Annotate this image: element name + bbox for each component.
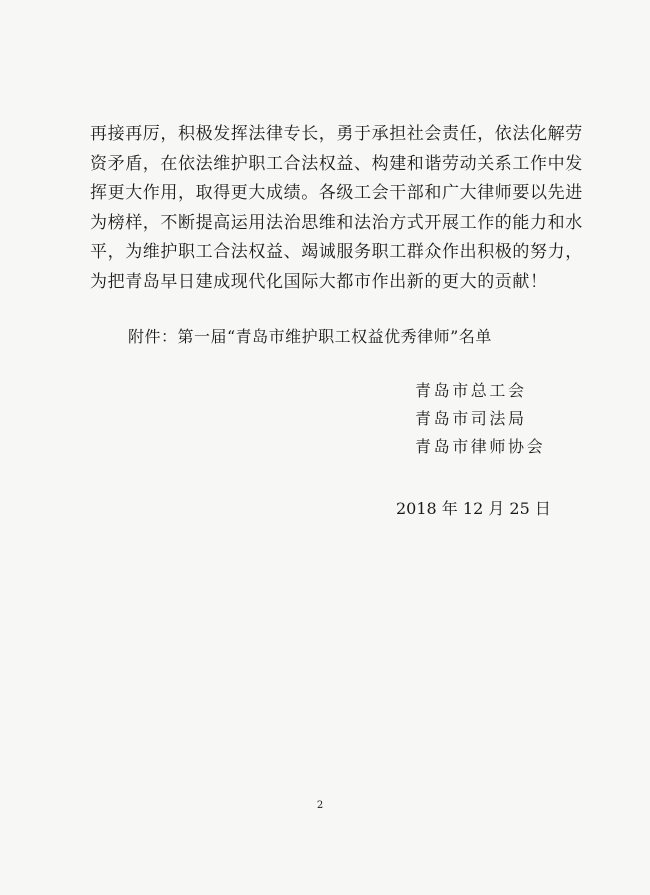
body-line: 挥更大作用，取得更大成绩。各级工会干部和广大律师要以先进 [90, 183, 583, 204]
body-line: 资矛盾，在依法维护职工合法权益、构建和谐劳动关系工作中发 [90, 153, 583, 174]
body-line: 再接再厉，积极发挥法律专长，勇于承担社会责任，依法化解劳 [90, 124, 583, 144]
document-date: 2018 年 12 月 25 日 [396, 499, 551, 518]
signatory-lawyers-association: 青岛市律师协会 [415, 437, 546, 456]
body-line: 为榜样，不断提高运用法治思维和法治方式开展工作的能力和水 [90, 212, 583, 233]
signatory-block [415, 377, 575, 461]
body-line: 平，为维护职工合法权益、竭诚服务职工群众作出积极的努力， [90, 242, 583, 263]
attachment-note: 附件：第一届“青岛市维护职工权益优秀律师”名单 [128, 327, 492, 346]
body-line: 为把青岛早日建成现代化国际大都市作出新的更大的贡献！ [90, 271, 548, 292]
page-number: 2 [316, 800, 324, 811]
body-paragraph [90, 120, 583, 298]
signatory-justice-bureau: 青岛市司法局 [415, 409, 527, 428]
signatory-federation: 青岛市总工会 [415, 381, 527, 400]
